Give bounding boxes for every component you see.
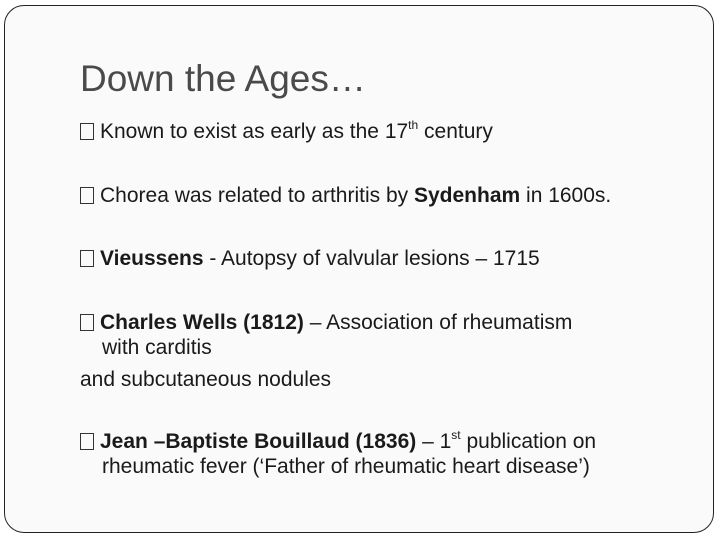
bullet-4-text: – Association of rheumatism xyxy=(303,311,573,334)
bullet-item-5 xyxy=(80,429,596,479)
bullet-5-text: – 1 xyxy=(416,430,452,453)
checkbox-bullet-icon xyxy=(80,187,94,204)
bullet-4-line-2: with carditis xyxy=(102,336,212,359)
bullet-item-3 xyxy=(80,246,540,271)
bullet-item-4 xyxy=(80,310,572,392)
bullet-item-1 xyxy=(80,119,493,144)
bullet-item-2 xyxy=(80,183,611,208)
bullet-1-superscript: th xyxy=(408,118,419,132)
bullet-5-superscript: st xyxy=(451,428,461,442)
bullet-5-bold: Jean –Baptiste Bouillaud (1836) xyxy=(100,430,417,453)
checkbox-bullet-icon xyxy=(80,123,94,140)
bullet-2-bold: Sydenham xyxy=(413,184,521,207)
slide-title: Down the Ages… xyxy=(80,58,366,99)
checkbox-bullet-icon xyxy=(80,433,94,450)
checkbox-bullet-icon xyxy=(80,314,94,331)
bullet-2-text: Chorea was related to arthritis by xyxy=(100,184,414,207)
bullet-5-text-end: publication on xyxy=(460,430,597,453)
bullet-3-bold: Vieussens xyxy=(100,247,204,270)
bullet-4-bold: Charles Wells (1812) xyxy=(100,311,304,334)
bullet-1-text: Known to exist as early as the 17 xyxy=(100,120,409,143)
bullet-2-text-end: in 1600s. xyxy=(520,184,612,207)
checkbox-bullet-icon xyxy=(80,250,94,267)
bullet-1-text-end: century xyxy=(418,120,493,143)
bullet-3-text: - Autopsy of valvular lesions – 1715 xyxy=(203,247,540,270)
bullet-4-line-3: and subcutaneous nodules xyxy=(80,368,332,391)
bullet-5-line-2: rheumatic fever (‘Father of rheumatic heart disease’) xyxy=(102,455,590,478)
